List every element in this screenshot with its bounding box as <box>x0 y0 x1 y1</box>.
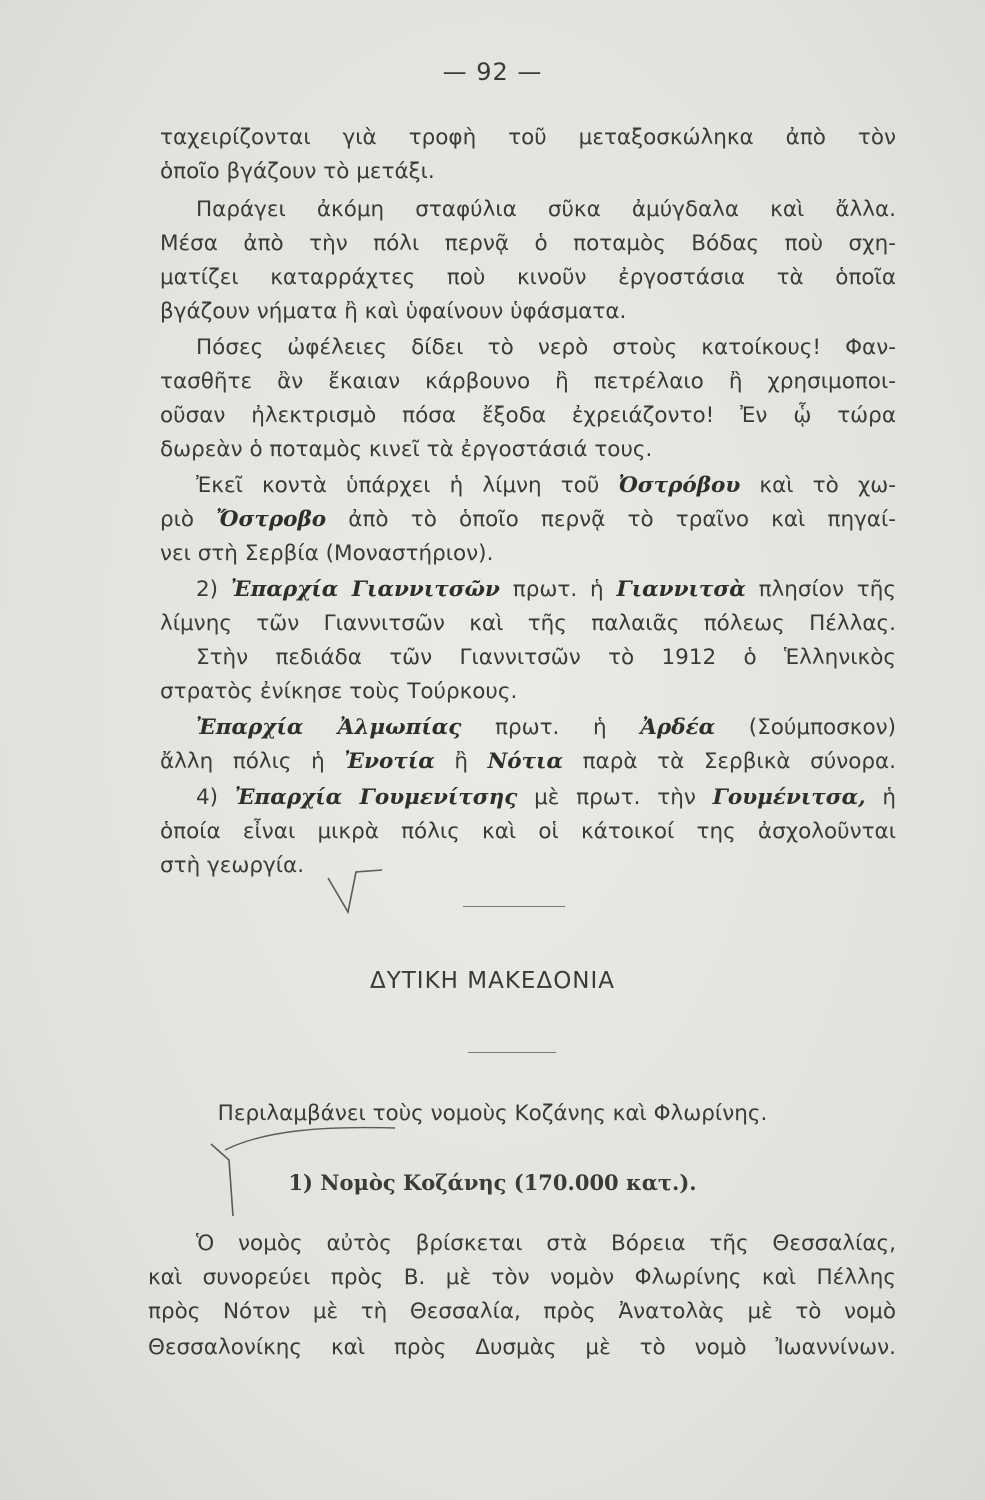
place-name: Νότια <box>487 749 564 774</box>
text-line: στὴ γεωργία. <box>160 853 305 878</box>
text-line: στρατὸς ἐνίκησε τοὺς Τούρκους. <box>160 679 518 704</box>
text-line: 4) Ἐπαρχία Γουμενίτσης μὲ πρωτ. τὴν Γουμένιτσα, ἡ <box>196 785 896 810</box>
text-line: ταχειρίζονται γιὰ τροφὴ τοῦ μεταξοσκώληκα ἀπὸ τὸν <box>160 125 896 150</box>
place-name: Ἀρδέα <box>640 715 716 740</box>
text-line: Ἐπαρχία Ἀλμωπίας πρωτ. ἡ Ἀρδέα (Σούμποσκον) <box>196 715 896 740</box>
text-line: ματίζει καταρράχτες ποὺ κινοῦν ἐργοστάσια τὰ ὁποῖα <box>160 265 896 290</box>
place-name: Ἐνοτία <box>344 749 435 774</box>
text-line: Θεσσαλονίκης καὶ πρὸς Δυσμὰς μὲ τὸ νομὸ Ἰωαννίνων. <box>148 1335 896 1360</box>
text-line: νει στὴ Σερβία (Μοναστήριον). <box>160 541 494 566</box>
subsection-title: 1) Νομὸς Κοζάνης (170.000 κατ.). <box>288 1170 697 1195</box>
text-line: 2) Ἐπαρχία Γιαννιτσῶν πρωτ. ἡ Γιαννιτσὰ πλησίον τῆς <box>196 577 896 602</box>
place-name: Γουμένιτσα, <box>712 785 866 810</box>
text-line: Παράγει ἀκόμη σταφύλια σῦκα ἀμύγδαλα καὶ ἄλλα. <box>196 197 896 222</box>
page-number: — 92 — <box>442 58 543 86</box>
text-line: βγάζουν νήματα ἢ καὶ ὑφαίνουν ὑφάσματα. <box>160 299 627 324</box>
text-line: Μέσα ἀπὸ τὴν πόλι περνᾷ ὁ ποταμὸς Βόδας ποὺ σχη- <box>160 231 896 256</box>
text-line: τασθῆτε ἂν ἔκαιαν κάρβουνο ἢ πετρέλαιο ἢ χρησιμοποι- <box>160 369 896 394</box>
section-divider <box>468 1052 556 1053</box>
text-line: ὁποῖο βγάζουν τὸ μετάξι. <box>160 159 435 184</box>
text-line: λίμνης τῶν Γιαννιτσῶν καὶ τῆς παλαιᾶς πόλεως Πέλλας. <box>160 611 896 636</box>
section-heading: ΔΥΤΙΚΗ ΜΑΚΕΔΟΝΙΑ <box>369 968 616 994</box>
place-name: Ἐπαρχία Γουμενίτσης <box>234 785 518 810</box>
place-name: Ἐπαρχία Γιαννιτσῶν <box>230 577 500 602</box>
text-line: δωρεὰν ὁ ποταμὸς κινεῖ τὰ ἐργοστάσιά τους. <box>160 437 653 462</box>
pencil-mark-icon <box>320 850 390 920</box>
text-line: ριὸ Ὄστροβο ἀπὸ τὸ ὁποῖο περνᾷ τὸ τραῖνο καὶ πηγαί- <box>160 507 896 532</box>
text-line: καὶ συνορεύει πρὸς Β. μὲ τὸν νομὸν Φλωρίνης καὶ Πέλλης <box>148 1265 896 1290</box>
place-name: Ἐπαρχία Ἀλμωπίας <box>196 715 462 740</box>
text-line: Ἐκεῖ κοντὰ ὑπάρχει ἡ λίμνη τοῦ Ὀστρόβου καὶ τὸ χω- <box>196 473 897 498</box>
place-name: Γιαννιτσὰ <box>616 577 746 602</box>
text-line: Ὁ νομὸς αὐτὸς βρίσκεται στὰ Βόρεια τῆς Θεσσαλίας, <box>196 1231 896 1256</box>
text-line: ἄλλη πόλις ἡ Ἐνοτία ἢ Νότια παρὰ τὰ Σερβικὰ σύνορα. <box>160 749 897 774</box>
section-divider <box>463 906 565 907</box>
place-name: Ὀστρόβου <box>618 473 741 498</box>
text-line: ὁποία εἶναι μικρὰ πόλις καὶ οἱ κάτοικοί της ἀσχολοῦνται <box>160 819 896 844</box>
place-name: Ὄστροβο <box>216 507 327 532</box>
text-line: πρὸς Νότον μὲ τὴ Θεσσαλία, πρὸς Ἀνατολὰς μὲ τὸ νομὸ <box>148 1299 896 1324</box>
intro-line: Περιλαμβάνει τοὺς νομοὺς Κοζάνης καὶ Φλωρίνης. <box>217 1101 768 1126</box>
text-line: Στὴν πεδιάδα τῶν Γιαννιτσῶν τὸ 1912 ὁ Ἑλληνικὸς <box>196 645 896 670</box>
text-line: οῦσαν ἠλεκτρισμὸ πόσα ἔξοδα ἐχρειάζοντο! Ἐν ᾧ τώρα <box>160 403 896 428</box>
text-line: Πόσες ὠφέλειες δίδει τὸ νερὸ στοὺς κατοίκους! Φαν- <box>196 335 896 360</box>
